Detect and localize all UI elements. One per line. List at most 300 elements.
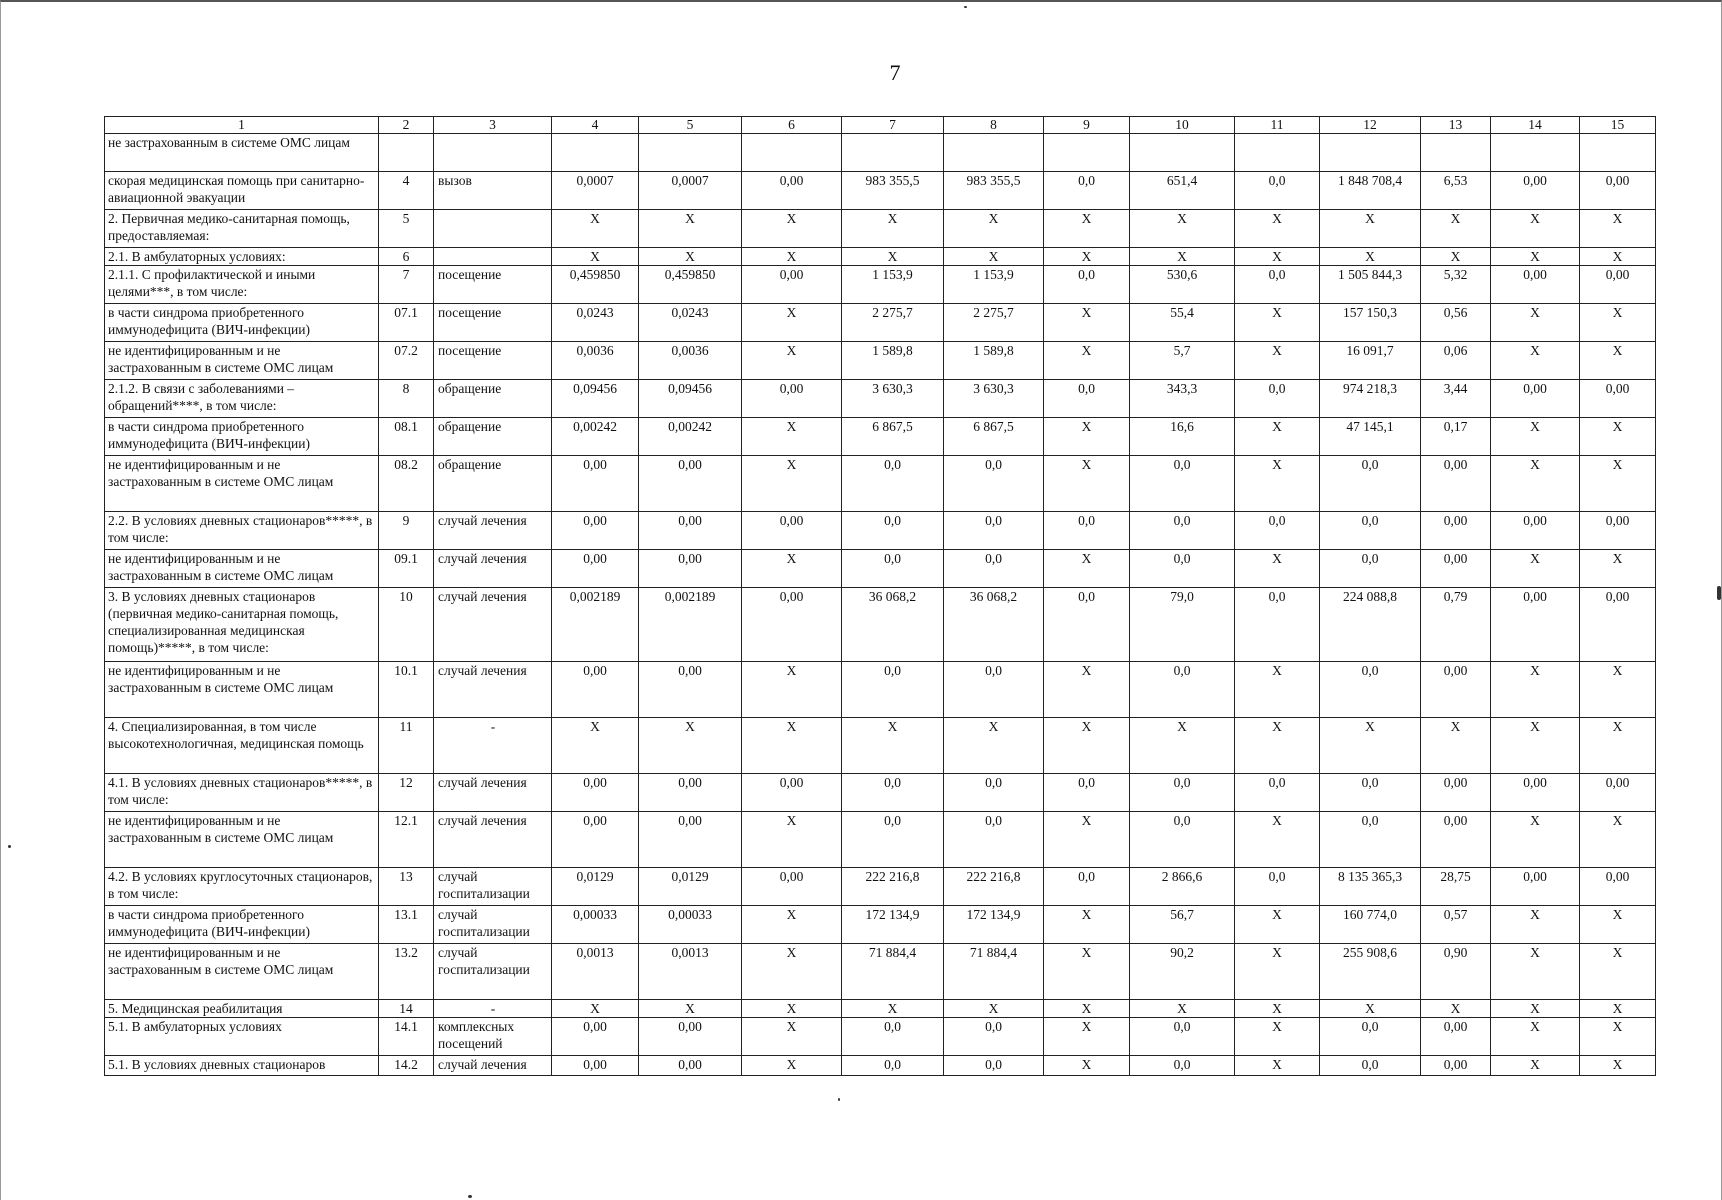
value-cell: X — [1580, 342, 1656, 380]
value-cell: 0,0 — [1044, 172, 1130, 210]
value-cell: X — [1580, 304, 1656, 342]
unit-cell: случай госпитализации — [434, 906, 552, 944]
value-cell — [842, 134, 944, 172]
scan-speck — [838, 1098, 840, 1101]
value-cell: X — [742, 718, 842, 774]
value-cell: X — [1130, 1000, 1235, 1018]
value-cell: 0,09456 — [639, 380, 742, 418]
column-number-cell: 15 — [1580, 117, 1656, 134]
value-cell: 0,0 — [842, 550, 944, 588]
table-row — [105, 662, 1656, 718]
value-cell: 0,0007 — [552, 172, 639, 210]
table-row — [105, 550, 1656, 588]
value-cell: 224 088,8 — [1320, 588, 1421, 662]
row-label-cell: в части синдрома приобретенного иммунодефицита (ВИЧ-инфекции) — [105, 418, 379, 456]
value-cell: X — [1130, 210, 1235, 248]
value-cell: 0,00 — [1421, 774, 1491, 812]
value-cell: 90,2 — [1130, 944, 1235, 1000]
column-number-cell: 9 — [1044, 117, 1130, 134]
value-cell: 0,0 — [842, 774, 944, 812]
table-row — [105, 774, 1656, 812]
value-cell: 0,0 — [1235, 588, 1320, 662]
row-code-cell: 07.1 — [379, 304, 434, 342]
value-cell: 6 867,5 — [842, 418, 944, 456]
value-cell: 0,0 — [1130, 456, 1235, 512]
table-row — [105, 456, 1656, 512]
value-cell: 8 135 365,3 — [1320, 868, 1421, 906]
row-code-cell: 4 — [379, 172, 434, 210]
value-cell: 0,0 — [1044, 868, 1130, 906]
value-cell: X — [1491, 1018, 1580, 1056]
value-cell: 0,0 — [1044, 588, 1130, 662]
value-cell: 0,00 — [1421, 662, 1491, 718]
value-cell — [944, 134, 1044, 172]
value-cell: 0,00 — [742, 266, 842, 304]
unit-cell: обращение — [434, 418, 552, 456]
value-cell: 651,4 — [1130, 172, 1235, 210]
row-code-cell: 13 — [379, 868, 434, 906]
value-cell: 0,0 — [1130, 550, 1235, 588]
value-cell: X — [1044, 718, 1130, 774]
value-cell — [1235, 134, 1320, 172]
value-cell: 0,0 — [944, 662, 1044, 718]
row-code-cell: 6 — [379, 248, 434, 266]
value-cell: 0,0 — [1320, 1056, 1421, 1076]
value-cell: 0,00 — [742, 774, 842, 812]
value-cell — [639, 134, 742, 172]
value-cell: X — [1580, 456, 1656, 512]
value-cell: X — [1580, 418, 1656, 456]
value-cell: 0,0129 — [639, 868, 742, 906]
scan-speck — [468, 1195, 472, 1198]
value-cell: 0,00 — [1421, 456, 1491, 512]
value-cell: 0,0 — [1320, 456, 1421, 512]
value-cell: 0,00 — [1580, 380, 1656, 418]
value-cell: X — [1235, 1018, 1320, 1056]
row-code-cell: 9 — [379, 512, 434, 550]
value-cell: X — [1235, 550, 1320, 588]
value-cell: 0,0 — [1130, 512, 1235, 550]
value-cell: 0,0 — [1235, 266, 1320, 304]
row-code-cell: 10.1 — [379, 662, 434, 718]
value-cell: 0,0 — [1320, 774, 1421, 812]
row-code-cell: 08.1 — [379, 418, 434, 456]
value-cell: 0,0 — [1130, 662, 1235, 718]
value-cell: 0,0 — [1235, 512, 1320, 550]
value-cell: 0,0 — [842, 1056, 944, 1076]
value-cell: X — [1580, 662, 1656, 718]
table-row — [105, 342, 1656, 380]
unit-cell: посещение — [434, 342, 552, 380]
value-cell: 0,0 — [1235, 172, 1320, 210]
value-cell: 0,0 — [1320, 550, 1421, 588]
row-code-cell: 14.1 — [379, 1018, 434, 1056]
value-cell: 0,00 — [742, 588, 842, 662]
row-code-cell: 7 — [379, 266, 434, 304]
row-code-cell — [379, 134, 434, 172]
table-row — [105, 266, 1656, 304]
value-cell: 0,459850 — [639, 266, 742, 304]
column-number-cell: 11 — [1235, 117, 1320, 134]
value-cell: 2 275,7 — [842, 304, 944, 342]
value-cell: X — [1580, 718, 1656, 774]
value-cell: 0,00 — [552, 1056, 639, 1076]
value-cell: X — [1044, 248, 1130, 266]
unit-cell: - — [434, 1000, 552, 1018]
value-cell: 0,0 — [944, 812, 1044, 868]
row-label-cell: скорая медицинская помощь при санитарно-авиационной эвакуации — [105, 172, 379, 210]
value-cell: 6,53 — [1421, 172, 1491, 210]
row-label-cell: 5. Медицинская реабилитация — [105, 1000, 379, 1018]
row-code-cell: 13.1 — [379, 906, 434, 944]
value-cell: X — [1491, 812, 1580, 868]
table-row — [105, 1018, 1656, 1056]
value-cell: 1 505 844,3 — [1320, 266, 1421, 304]
value-cell: 71 884,4 — [944, 944, 1044, 1000]
column-number-cell: 8 — [944, 117, 1044, 134]
value-cell: X — [1421, 248, 1491, 266]
row-label-cell: 2.2. В условиях дневных стационаров*****, в том числе: — [105, 512, 379, 550]
column-number-cell: 3 — [434, 117, 552, 134]
table-row — [105, 210, 1656, 248]
value-cell: 1 589,8 — [944, 342, 1044, 380]
value-cell: X — [1320, 210, 1421, 248]
scan-speck — [964, 6, 967, 8]
row-label-cell: 2.1.1. С профилактической и иными целями***, в том числе: — [105, 266, 379, 304]
value-cell: X — [1235, 248, 1320, 266]
value-cell: X — [842, 1000, 944, 1018]
value-cell: 0,09456 — [552, 380, 639, 418]
value-cell: X — [1491, 550, 1580, 588]
value-cell: 0,0 — [944, 1018, 1044, 1056]
value-cell: 3 630,3 — [944, 380, 1044, 418]
value-cell: 0,0 — [1044, 380, 1130, 418]
value-cell: 56,7 — [1130, 906, 1235, 944]
table-row — [105, 718, 1656, 774]
value-cell: X — [1580, 944, 1656, 1000]
value-cell: 0,00 — [742, 172, 842, 210]
value-cell: X — [742, 906, 842, 944]
value-cell: 0,00 — [1580, 868, 1656, 906]
value-cell: 222 216,8 — [944, 868, 1044, 906]
row-code-cell: 09.1 — [379, 550, 434, 588]
value-cell: X — [1580, 1018, 1656, 1056]
value-cell: 0,00 — [552, 662, 639, 718]
value-cell: 530,6 — [1130, 266, 1235, 304]
value-cell: X — [552, 248, 639, 266]
value-cell — [1320, 134, 1421, 172]
value-cell: 1 848 708,4 — [1320, 172, 1421, 210]
value-cell: 0,0036 — [552, 342, 639, 380]
table-row — [105, 588, 1656, 662]
value-cell: X — [1580, 812, 1656, 868]
value-cell: X — [1044, 210, 1130, 248]
value-cell: 0,00242 — [639, 418, 742, 456]
value-cell: X — [639, 248, 742, 266]
value-cell: X — [1235, 456, 1320, 512]
value-cell: 0,00 — [552, 774, 639, 812]
value-cell: X — [742, 456, 842, 512]
value-cell: 0,0 — [1130, 1056, 1235, 1076]
scan-speck — [1717, 586, 1721, 600]
value-cell: X — [1421, 718, 1491, 774]
value-cell: X — [1320, 248, 1421, 266]
value-cell: X — [1491, 944, 1580, 1000]
value-cell: 55,4 — [1130, 304, 1235, 342]
row-label-cell: 4.1. В условиях дневных стационаров*****, в том числе: — [105, 774, 379, 812]
value-cell: X — [1580, 210, 1656, 248]
value-cell: X — [552, 210, 639, 248]
value-cell: 0,0 — [1044, 266, 1130, 304]
row-label-cell: не застрахованным в системе ОМС лицам — [105, 134, 379, 172]
column-number-cell: 1 — [105, 117, 379, 134]
value-cell: X — [1044, 944, 1130, 1000]
value-cell: 0,00 — [1421, 812, 1491, 868]
value-cell: 0,00 — [639, 1056, 742, 1076]
value-cell: 5,7 — [1130, 342, 1235, 380]
column-number-cell: 6 — [742, 117, 842, 134]
table-row — [105, 418, 1656, 456]
value-cell: X — [944, 210, 1044, 248]
value-cell: 0,002189 — [639, 588, 742, 662]
value-cell: 0,0 — [1130, 812, 1235, 868]
value-cell: X — [742, 550, 842, 588]
value-cell: 0,00 — [552, 550, 639, 588]
value-cell: X — [1235, 662, 1320, 718]
value-cell: X — [742, 342, 842, 380]
value-cell: X — [1044, 1056, 1130, 1076]
value-cell: 0,00 — [639, 774, 742, 812]
value-cell: X — [1580, 1056, 1656, 1076]
value-cell: X — [1044, 418, 1130, 456]
unit-cell: - — [434, 718, 552, 774]
value-cell: 0,00 — [1491, 380, 1580, 418]
table-row — [105, 812, 1656, 868]
value-cell: X — [1491, 662, 1580, 718]
value-cell: 343,3 — [1130, 380, 1235, 418]
value-cell: X — [742, 812, 842, 868]
row-code-cell: 8 — [379, 380, 434, 418]
value-cell: 3 630,3 — [842, 380, 944, 418]
value-cell: X — [1491, 456, 1580, 512]
value-cell: 0,00 — [552, 512, 639, 550]
value-cell: 0,0036 — [639, 342, 742, 380]
value-cell: 0,002189 — [552, 588, 639, 662]
value-cell: 0,00 — [1491, 588, 1580, 662]
value-cell: 79,0 — [1130, 588, 1235, 662]
value-cell: 47 145,1 — [1320, 418, 1421, 456]
unit-cell: случай лечения — [434, 774, 552, 812]
value-cell: X — [1044, 1000, 1130, 1018]
value-cell: 2 866,6 — [1130, 868, 1235, 906]
value-cell: X — [1491, 906, 1580, 944]
value-cell: X — [1491, 210, 1580, 248]
row-label-cell: не идентифицированным и не застрахованным в системе ОМС лицам — [105, 944, 379, 1000]
value-cell: 0,00242 — [552, 418, 639, 456]
value-cell: X — [742, 210, 842, 248]
value-cell: X — [1130, 248, 1235, 266]
value-cell: 160 774,0 — [1320, 906, 1421, 944]
value-cell: 0,00 — [1421, 512, 1491, 550]
row-code-cell: 14.2 — [379, 1056, 434, 1076]
value-cell: X — [944, 1000, 1044, 1018]
table-row — [105, 172, 1656, 210]
table-row — [105, 380, 1656, 418]
value-cell: X — [742, 1018, 842, 1056]
data-table — [104, 116, 1656, 1076]
value-cell — [552, 134, 639, 172]
value-cell: 0,00 — [742, 512, 842, 550]
value-cell: X — [552, 1000, 639, 1018]
value-cell: X — [1235, 304, 1320, 342]
unit-cell: посещение — [434, 266, 552, 304]
value-cell: 1 589,8 — [842, 342, 944, 380]
row-code-cell: 10 — [379, 588, 434, 662]
table-row — [105, 304, 1656, 342]
value-cell: 0,0 — [1235, 868, 1320, 906]
row-code-cell: 13.2 — [379, 944, 434, 1000]
value-cell: X — [742, 662, 842, 718]
value-cell: 0,00 — [1491, 774, 1580, 812]
value-cell: X — [1421, 210, 1491, 248]
unit-cell: случай лечения — [434, 512, 552, 550]
row-label-cell: 4. Специализированная, в том числе высокотехнологичная, медицинская помощь — [105, 718, 379, 774]
value-cell: 0,00 — [1491, 868, 1580, 906]
value-cell: X — [1235, 342, 1320, 380]
value-cell: X — [1580, 550, 1656, 588]
row-code-cell: 07.2 — [379, 342, 434, 380]
unit-cell: комплексных посещений — [434, 1018, 552, 1056]
row-label-cell: не идентифицированным и не застрахованным в системе ОМС лицам — [105, 342, 379, 380]
value-cell: X — [842, 718, 944, 774]
row-label-cell: не идентифицированным и не застрахованным в системе ОМС лицам — [105, 812, 379, 868]
value-cell: 0,00 — [1491, 266, 1580, 304]
value-cell: 0,00 — [742, 380, 842, 418]
row-label-cell: 5.1. В амбулаторных условиях — [105, 1018, 379, 1056]
value-cell: X — [1044, 906, 1130, 944]
value-cell: 0,00 — [1580, 172, 1656, 210]
value-cell: 0,00 — [639, 512, 742, 550]
value-cell: X — [742, 418, 842, 456]
value-cell: 0,00 — [639, 550, 742, 588]
value-cell: 0,0 — [1235, 380, 1320, 418]
row-label-cell: не идентифицированным и не застрахованным в системе ОМС лицам — [105, 456, 379, 512]
value-cell: X — [1491, 342, 1580, 380]
row-label-cell: не идентифицированным и не застрахованным в системе ОМС лицам — [105, 550, 379, 588]
value-cell — [742, 134, 842, 172]
value-cell: 0,00033 — [552, 906, 639, 944]
value-cell: 0,0 — [1130, 1018, 1235, 1056]
value-cell: X — [1235, 718, 1320, 774]
value-cell: 3,44 — [1421, 380, 1491, 418]
value-cell: 0,90 — [1421, 944, 1491, 1000]
value-cell: 0,00 — [552, 812, 639, 868]
unit-cell — [434, 134, 552, 172]
unit-cell: случай лечения — [434, 550, 552, 588]
value-cell: X — [1491, 304, 1580, 342]
value-cell: 0,0 — [842, 812, 944, 868]
value-cell — [1491, 134, 1580, 172]
unit-cell — [434, 248, 552, 266]
value-cell: 0,0 — [944, 550, 1044, 588]
value-cell: 6 867,5 — [944, 418, 1044, 456]
value-cell: 0,57 — [1421, 906, 1491, 944]
value-cell: 0,00 — [639, 662, 742, 718]
value-cell: X — [742, 1000, 842, 1018]
value-cell: 0,0 — [944, 774, 1044, 812]
value-cell: X — [1235, 1000, 1320, 1018]
value-cell: 0,0013 — [552, 944, 639, 1000]
value-cell: 0,00 — [552, 1018, 639, 1056]
value-cell: X — [1130, 718, 1235, 774]
value-cell: X — [1235, 418, 1320, 456]
unit-cell: обращение — [434, 456, 552, 512]
row-label-cell: 5.1. В условиях дневных стационаров — [105, 1056, 379, 1076]
value-cell: 36 068,2 — [944, 588, 1044, 662]
value-cell: 0,00 — [639, 456, 742, 512]
value-cell: X — [742, 304, 842, 342]
value-cell: 0,0 — [944, 456, 1044, 512]
column-number-cell: 2 — [379, 117, 434, 134]
value-cell: X — [552, 718, 639, 774]
value-cell: 0,0 — [1130, 774, 1235, 812]
value-cell — [1421, 134, 1491, 172]
value-cell — [1044, 134, 1130, 172]
value-cell: X — [944, 718, 1044, 774]
value-cell: 0,0 — [944, 1056, 1044, 1076]
value-cell: X — [1044, 812, 1130, 868]
table-row — [105, 906, 1656, 944]
table-row — [105, 1000, 1656, 1018]
value-cell: X — [1320, 718, 1421, 774]
column-number-cell: 12 — [1320, 117, 1421, 134]
value-cell: 0,00 — [552, 456, 639, 512]
table-row — [105, 1056, 1656, 1076]
value-cell: 2 275,7 — [944, 304, 1044, 342]
value-cell: X — [1580, 248, 1656, 266]
scan-speck — [8, 845, 11, 848]
table-row — [105, 944, 1656, 1000]
value-cell: X — [1044, 304, 1130, 342]
unit-cell: случай госпитализации — [434, 868, 552, 906]
row-label-cell: 4.2. В условиях круглосуточных стационаров, в том числе: — [105, 868, 379, 906]
value-cell: X — [1044, 1018, 1130, 1056]
value-cell: X — [842, 248, 944, 266]
value-cell: X — [1044, 456, 1130, 512]
value-cell: 0,56 — [1421, 304, 1491, 342]
value-cell — [1580, 134, 1656, 172]
value-cell: 0,00 — [1491, 172, 1580, 210]
value-cell: 16 091,7 — [1320, 342, 1421, 380]
value-cell: X — [1044, 342, 1130, 380]
value-cell: 0,0 — [1044, 512, 1130, 550]
value-cell: 0,0007 — [639, 172, 742, 210]
value-cell: 157 150,3 — [1320, 304, 1421, 342]
value-cell: 983 355,5 — [842, 172, 944, 210]
value-cell: X — [1421, 1000, 1491, 1018]
page-number: 7 — [889, 60, 901, 85]
value-cell: 974 218,3 — [1320, 380, 1421, 418]
value-cell: 0,0 — [1320, 512, 1421, 550]
unit-cell — [434, 210, 552, 248]
value-cell: X — [1491, 1056, 1580, 1076]
row-label-cell: 3. В условиях дневных стационаров (первичная медико-санитарная помощь, специализированная медицинская помощь)*****, в том числе: — [105, 588, 379, 662]
value-cell: 0,459850 — [552, 266, 639, 304]
value-cell: 0,0 — [842, 1018, 944, 1056]
value-cell: 0,0 — [1044, 774, 1130, 812]
value-cell: 36 068,2 — [842, 588, 944, 662]
value-cell: 172 134,9 — [944, 906, 1044, 944]
